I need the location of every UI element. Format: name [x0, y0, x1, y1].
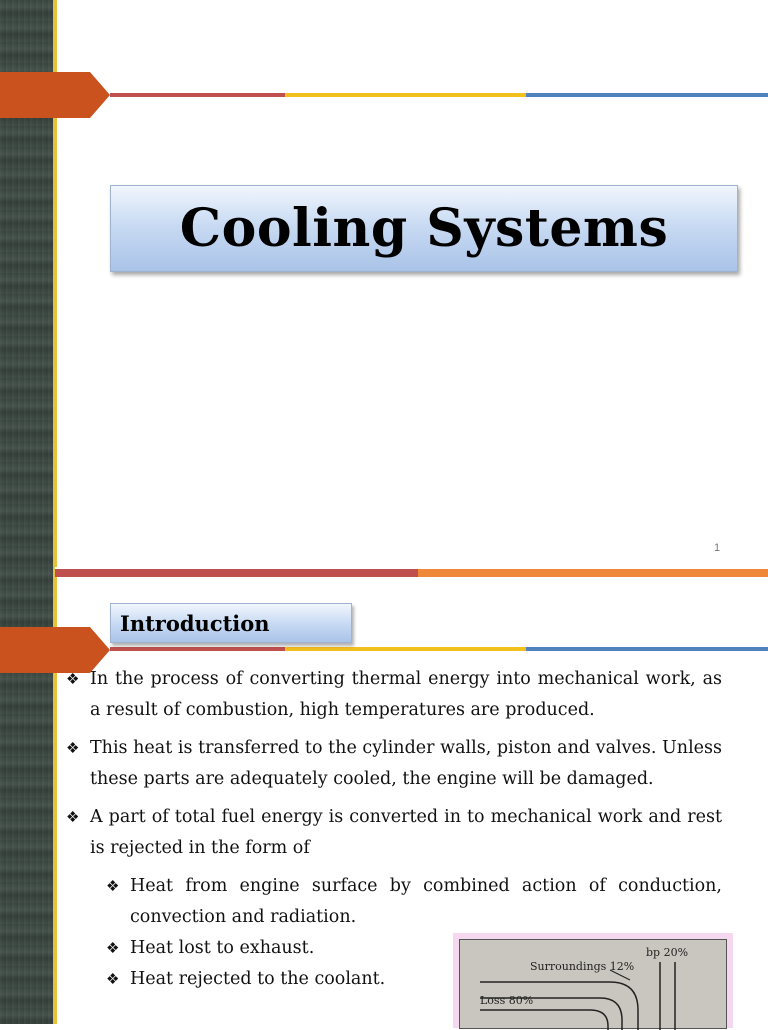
sub-bullet-text: Heat rejected to the coolant. — [130, 969, 386, 989]
slide-title: Cooling Systems — [179, 198, 669, 259]
chalkboard-sidebar — [0, 0, 57, 1024]
diamond-bullet-icon: ❖ — [106, 877, 120, 895]
section-heading-box — [110, 603, 352, 643]
tricolor-rule — [110, 93, 768, 97]
figure-label-surroundings: Surroundings 12% — [530, 960, 635, 973]
page-number: 1 — [714, 542, 721, 554]
sub-list-item — [106, 871, 722, 933]
diamond-bullet-icon: ❖ — [66, 739, 80, 757]
sub-bullet-text: Heat lost to exhaust. — [130, 938, 315, 958]
bullet-text: This heat is transferred to the cylinder walls, piston and valves. Unless these parts are adequately cooled, the engine will be damaged. — [90, 738, 722, 789]
bullet-text: A part of total fuel energy is converted in to mechanical work and rest is rejected in the form of — [90, 807, 722, 858]
bullet-text: In the process of converting thermal energy into mechanical work, as a result of combustion, high temperatures are produced. — [90, 669, 722, 720]
diamond-bullet-icon: ❖ — [106, 970, 120, 988]
figure-label-bp: bp 20% — [646, 946, 689, 959]
list-item — [66, 733, 722, 795]
sub-bullet-text: Heat from engine surface by combined action of conduction, convection and radiation. — [130, 876, 722, 927]
list-item — [66, 664, 722, 726]
heat-balance-figure — [453, 933, 733, 1028]
section-heading: Introduction — [120, 610, 270, 636]
figure-image — [459, 939, 727, 1029]
diamond-bullet-icon: ❖ — [106, 939, 120, 957]
diamond-bullet-icon: ❖ — [66, 808, 80, 826]
tricolor-rule — [110, 647, 768, 651]
slide-divider — [55, 567, 768, 577]
arrow-tab-decoration — [0, 72, 110, 118]
figure-label-loss: Loss 80% — [480, 994, 534, 1007]
diamond-bullet-icon: ❖ — [66, 670, 80, 688]
list-item — [66, 802, 722, 864]
title-banner — [110, 185, 738, 272]
